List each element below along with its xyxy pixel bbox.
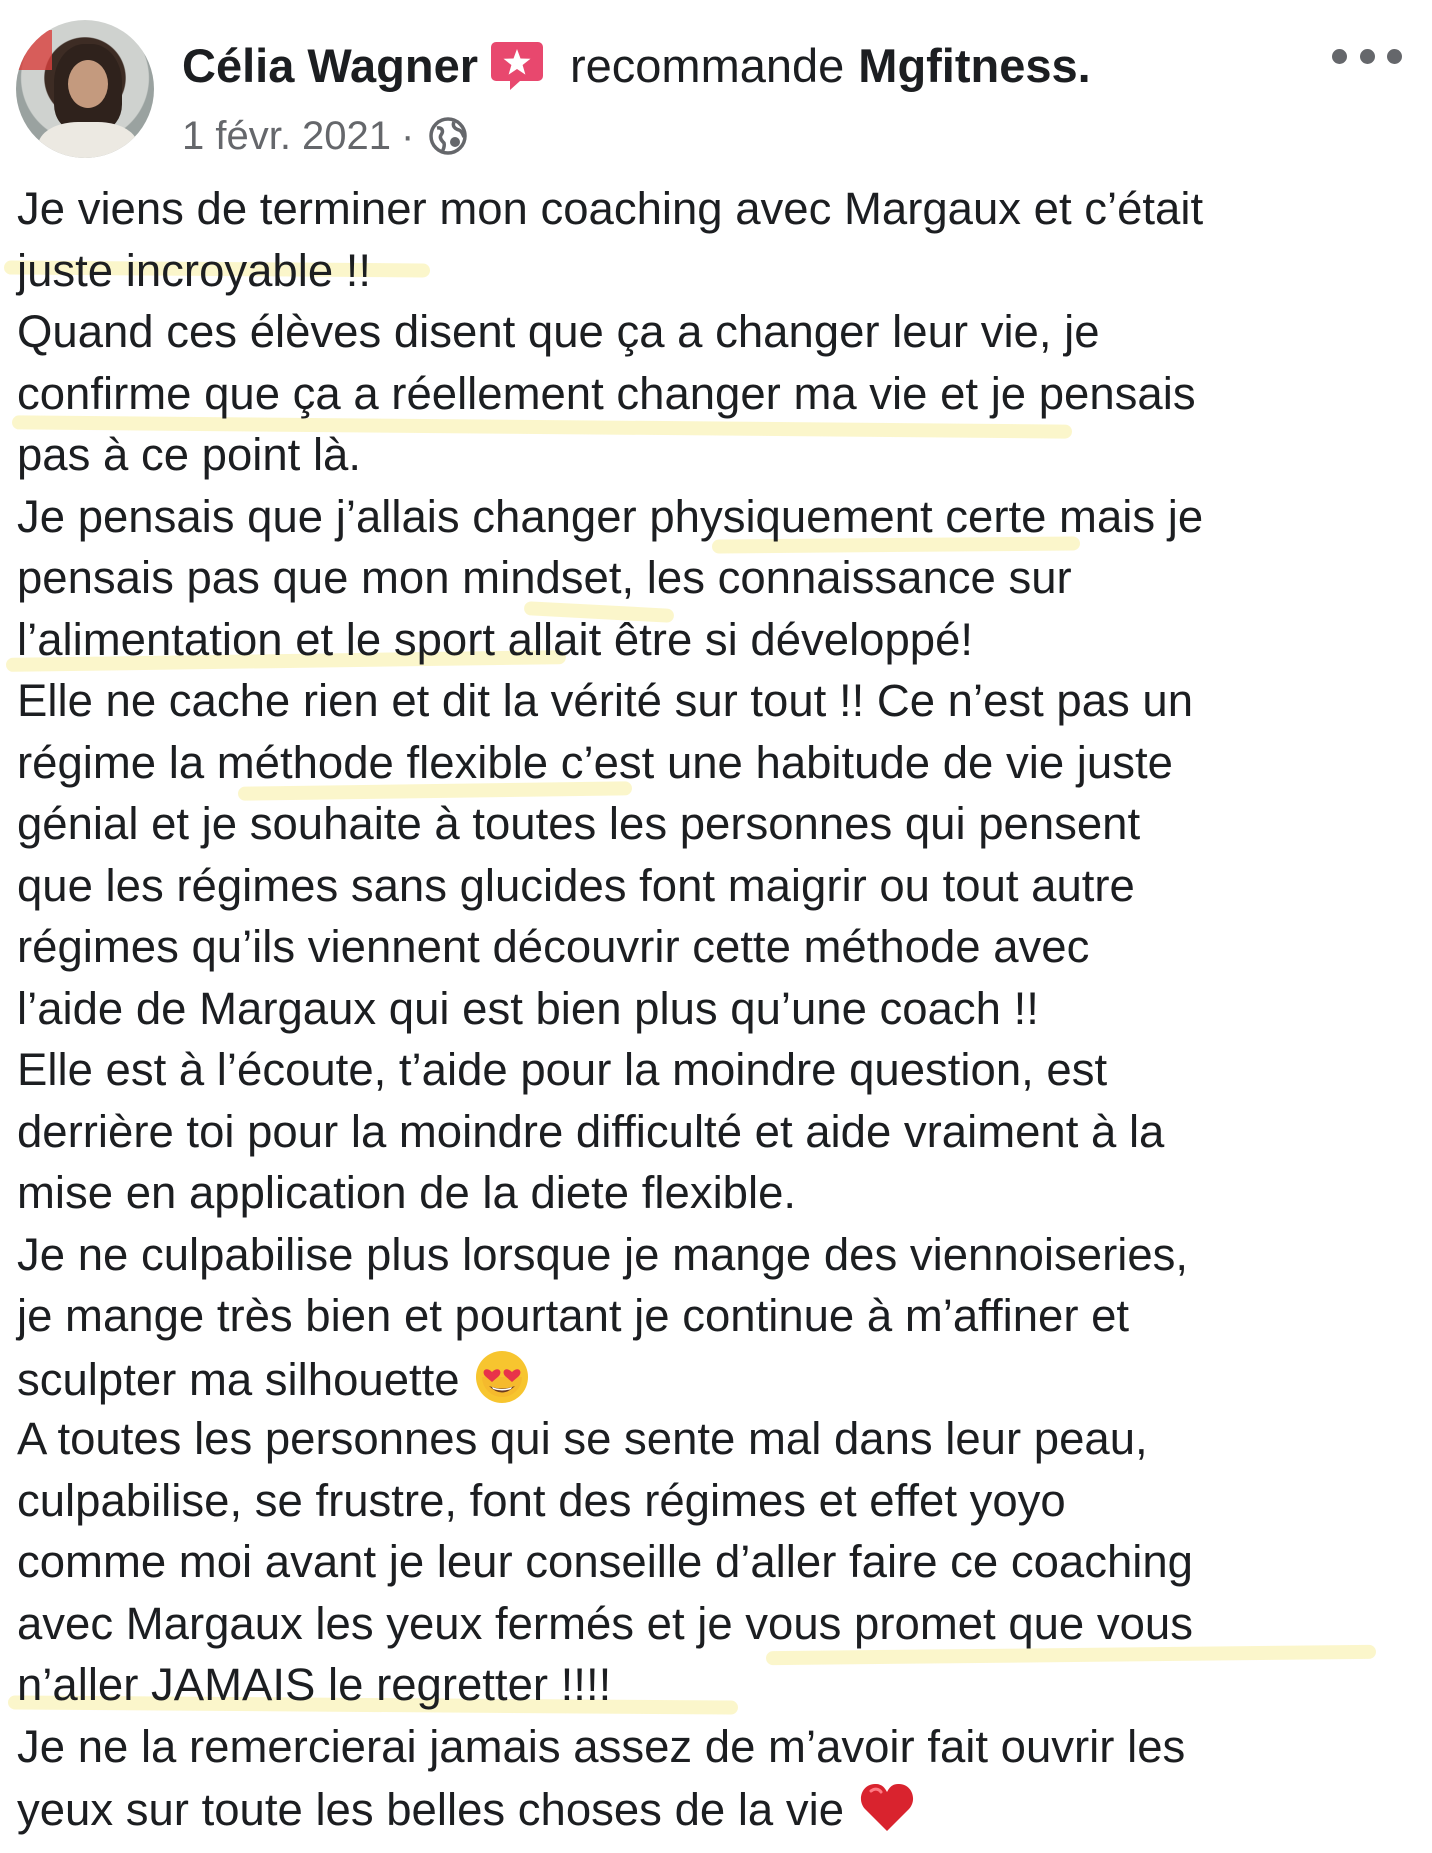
author-avatar[interactable] [16,20,154,158]
post-text-line: Je ne culpabilise plus lorsque je mange des viennoiseries, [17,1228,1189,1280]
post-text-line: Elle est à l’écoute, t’aide pour la moindre question, est [17,1044,1108,1095]
post-text-line: derrière toi pour la moindre difficulté et aide vraiment à la [17,1105,1165,1157]
post-text-line: régime la méthode flexible c’est une habitude de vie juste [17,736,1173,788]
post-text-line: génial et je souhaite à toutes les personnes qui pensent [17,798,1141,849]
meta-separator: · [401,113,415,158]
post-text-line: l’aide de Margaux qui est bien plus qu’une coach !! [17,982,1039,1034]
post-text-line: n’aller JAMAIS le regretter !!!! [17,1659,612,1710]
recommend-action-text: recommande [570,38,845,92]
recommend-star-icon [490,38,544,92]
post-text-line: régimes qu’ils viennent découvrir cette méthode avec [17,921,1090,972]
post-text-line-with-emoji [17,1777,1417,1839]
post-header [182,34,1091,96]
more-dot [1360,49,1375,64]
post-text-line: comme moi avant je leur conseille d’aller faire ce coaching [17,1536,1193,1587]
post-text-line: pensais pas que mon mindset, les connaissance sur [17,552,1072,603]
post-text-line: A toutes les personnes qui se sente mal dans leur peau, [17,1413,1148,1464]
post-text-line: Je ne la remercierai jamais assez de m’avoir fait ouvrir les [17,1720,1186,1772]
post-text-line: je mange très bien et pourtant je continue à m’affiner et [17,1290,1130,1341]
post-date[interactable]: 1 févr. 2021 [182,113,392,158]
post-meta [182,108,468,164]
globe-icon [428,116,468,156]
post-text-line: Je pensais que j’allais changer physiquement certe mais je [17,490,1204,542]
post-text-line: Elle ne cache rien et dit la vérité sur tout !! Ce n’est pas un [17,675,1194,726]
author-name[interactable]: Célia Wagner [182,38,478,92]
heart-eyes-emoji [472,1347,532,1407]
post-text-line: Je viens de terminer mon coaching avec Margaux et c’était [17,183,1204,234]
post-text-line: confirme que ça a réellement changer ma vie et je pensais [17,367,1196,419]
more-dot [1387,49,1402,64]
post-body [17,178,1417,1839]
post-text-line: juste incroyable !! [17,244,372,296]
avatar-shirt [38,122,138,158]
post-text-line: l’alimentation et le sport allait être si développé! [17,613,974,665]
post-text-line: culpabilise, se frustre, font des régimes et effet yoyo [17,1474,1066,1526]
post-text-line: Quand ces élèves disent que ça a changer leur vie, je [17,306,1100,357]
post-text-line: que les régimes sans glucides font maigrir ou tout autre [17,859,1135,911]
more-dot [1332,49,1347,64]
avatar-face [68,60,108,108]
post-text-line: pas à ce point là. [17,429,362,480]
more-options-icon[interactable] [1332,36,1402,76]
avatar-background [16,30,52,70]
post-text-line: avec Margaux les yeux fermés et je vous promet que vous [17,1597,1193,1649]
post-text-line: yeux sur toute les belles choses de la vie [17,1784,845,1835]
post-text-line: sculpter ma silhouette [17,1353,460,1405]
post-text-line: mise en application de la diete flexible. [17,1167,797,1218]
page-name-link[interactable]: Mgfitness. [858,38,1091,92]
red-heart-emoji [857,1777,917,1837]
post-text-line-with-emoji [17,1347,1417,1409]
